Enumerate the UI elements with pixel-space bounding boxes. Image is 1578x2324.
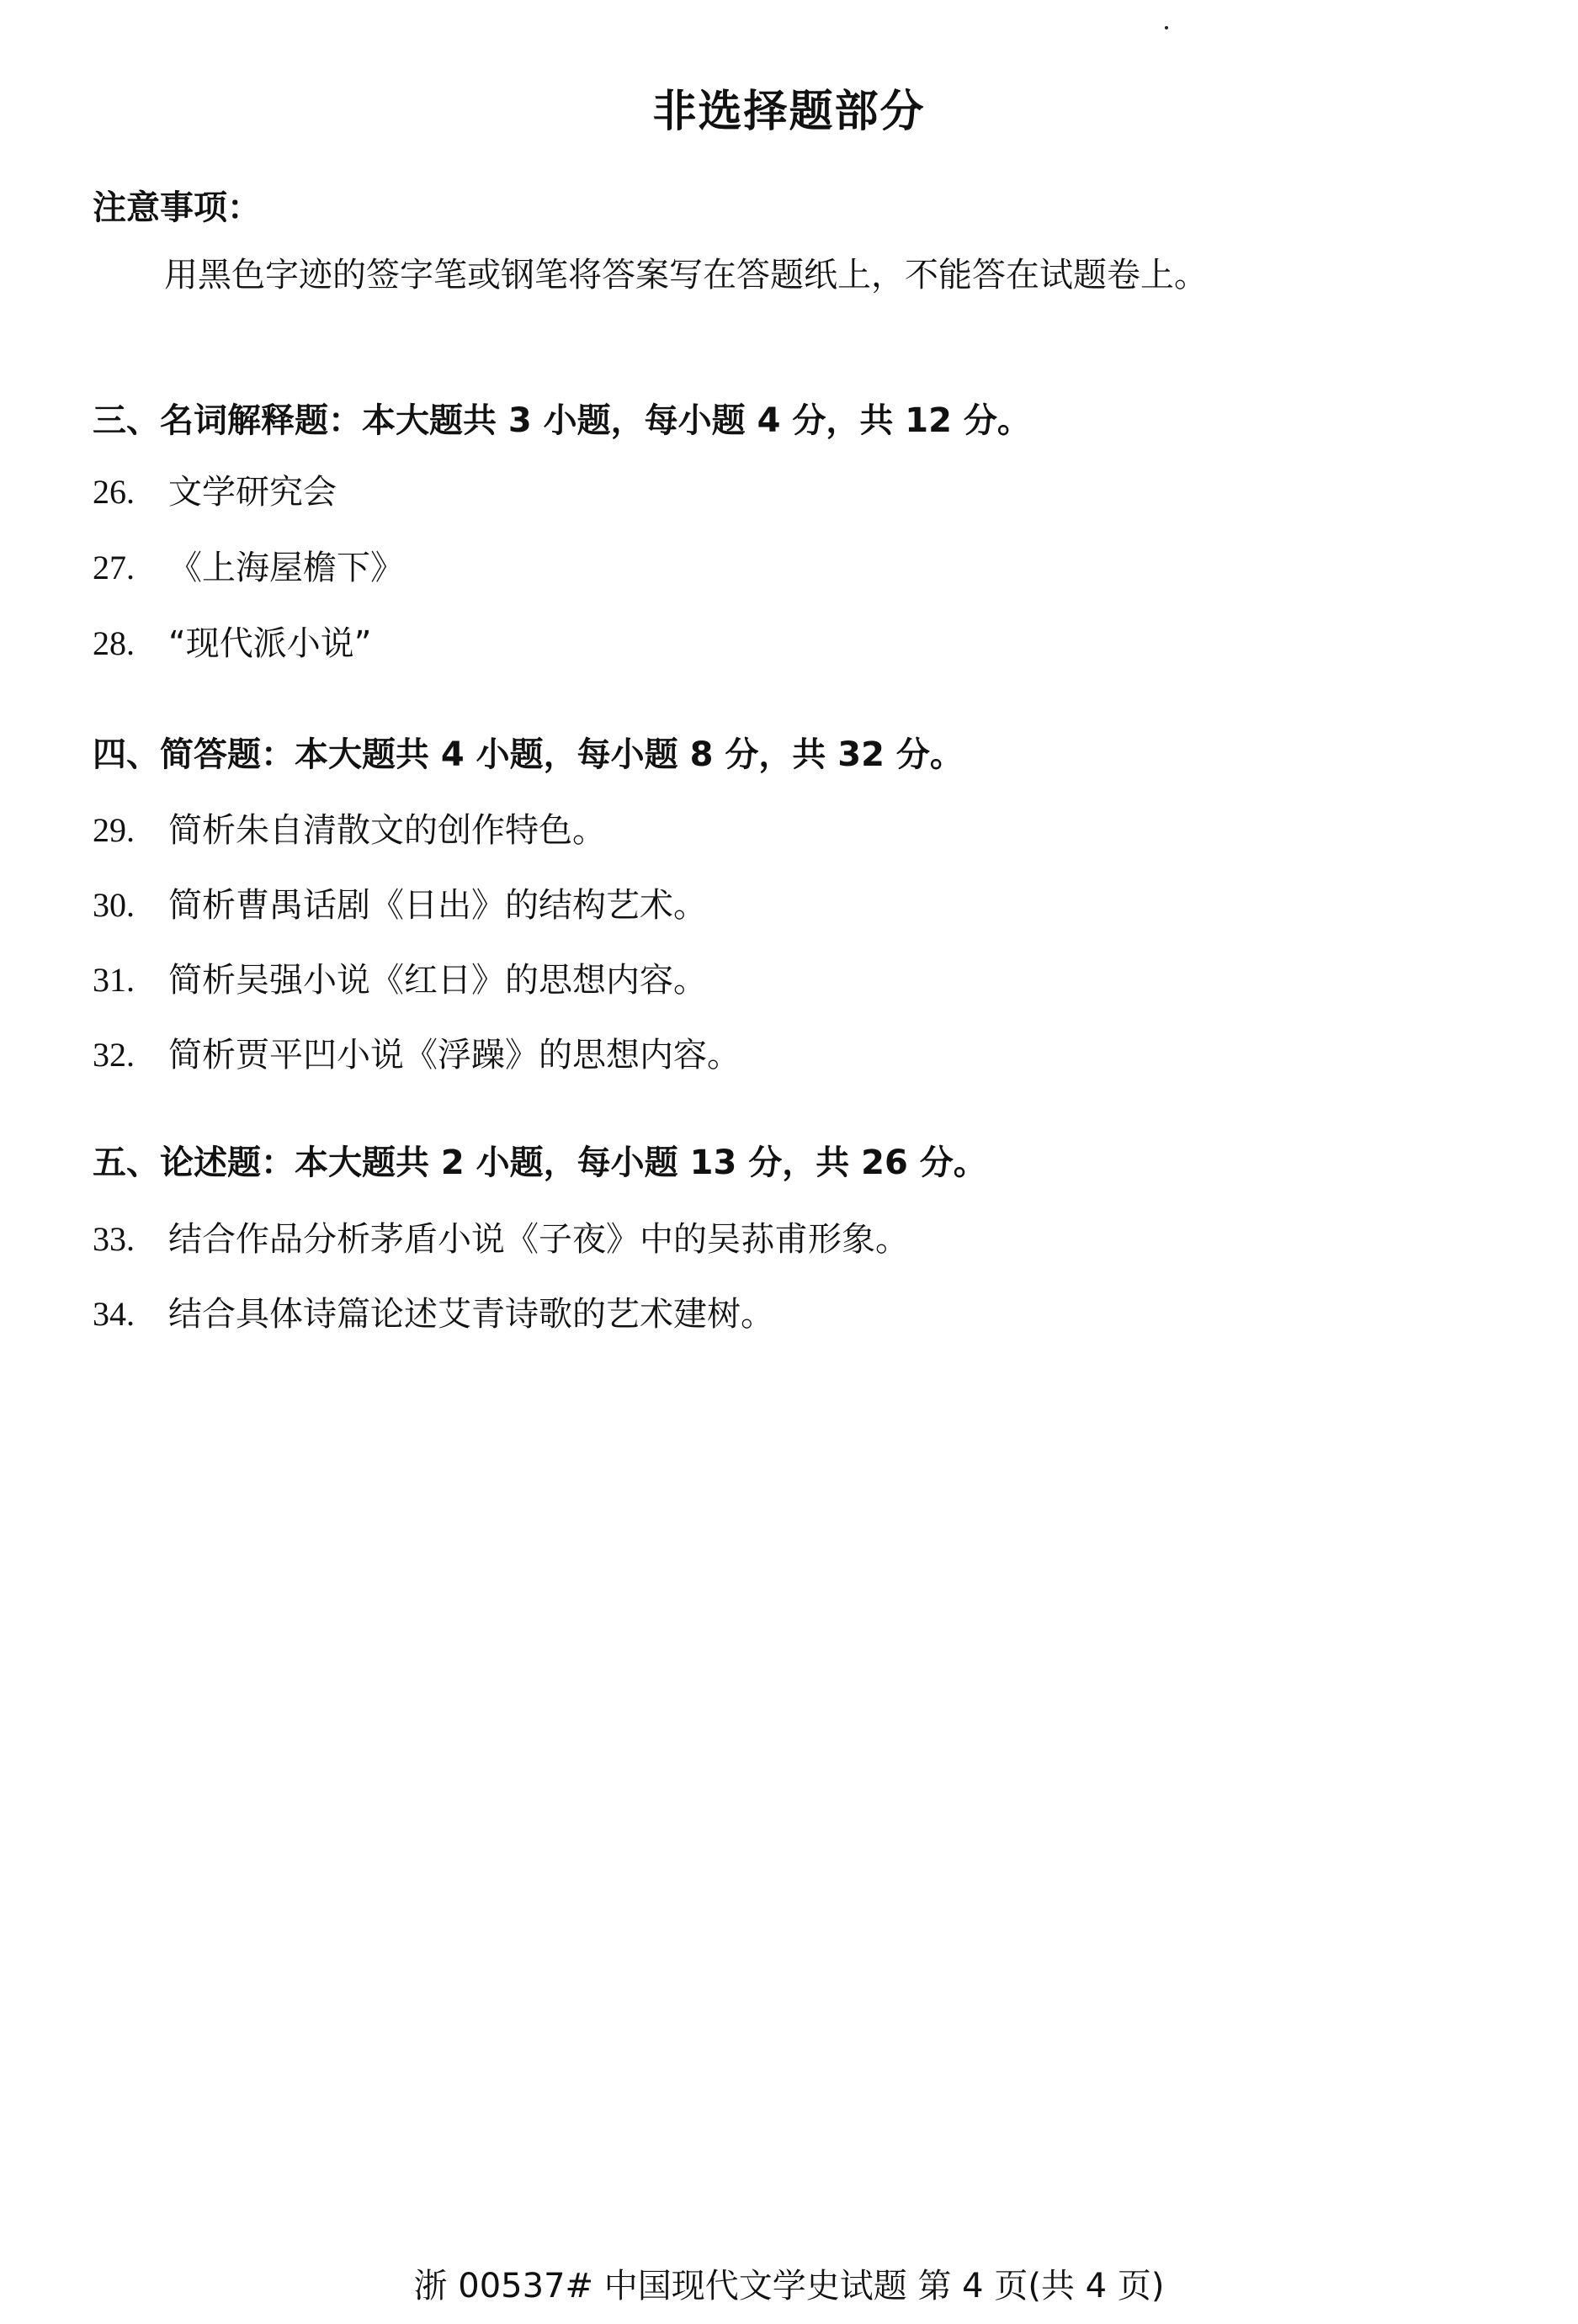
question-text: 简析曹禺话剧《日出》的结构艺术。	[168, 886, 707, 925]
question-text: 结合作品分析茅盾小说《子夜》中的吴荪甫形象。	[168, 1220, 909, 1259]
question-number: 29.	[93, 811, 135, 849]
question-number: 26.	[93, 473, 135, 511]
section-heading-3: 三、名词解释题：本大题共 3 小题，每小题 4 分，共 12 分。	[93, 401, 1031, 440]
section-heading-4: 四、简答题：本大题共 4 小题，每小题 8 分，共 32 分。	[93, 735, 964, 774]
question-number: 28.	[93, 624, 135, 662]
question-text: 《上海屋檐下》	[168, 549, 404, 587]
question-text: 简析吴强小说《红日》的思想内容。	[168, 961, 707, 1000]
question-29	[93, 804, 606, 852]
question-number: 30.	[93, 886, 135, 924]
question-number: 33.	[93, 1220, 135, 1258]
page-footer: 浙 00537# 中国现代文学史试题 第 4 页(共 4 页)	[413, 2267, 1165, 2305]
scan-speck	[1165, 26, 1168, 29]
question-text: “现代派小说”	[168, 624, 372, 663]
question-text: 简析朱自清散文的创作特色。	[168, 811, 606, 850]
question-text: 结合具体诗篇论述艾青诗歌的艺术建树。	[168, 1295, 774, 1334]
question-28	[93, 617, 371, 665]
question-text: 文学研究会	[168, 473, 337, 512]
page-title: 非选择题部分	[652, 87, 926, 137]
question-30	[93, 878, 707, 926]
question-number: 32.	[93, 1036, 135, 1074]
section-heading-5: 五、论述题：本大题共 2 小题，每小题 13 分，共 26 分。	[93, 1143, 987, 1182]
question-number: 27.	[93, 549, 135, 586]
question-26	[93, 465, 337, 513]
question-33	[93, 1212, 909, 1260]
question-32	[93, 1028, 741, 1076]
question-27	[93, 541, 404, 589]
notice-heading: 注意事项：	[93, 188, 261, 227]
question-number: 34.	[93, 1295, 135, 1333]
question-34	[93, 1287, 774, 1335]
question-31	[93, 953, 707, 1001]
notice-text: 用黑色字迹的签字笔或钢笔将答案写在答题纸上，不能答在试题卷上。	[164, 256, 1208, 294]
question-number: 31.	[93, 961, 135, 999]
question-text: 简析贾平凹小说《浮躁》的思想内容。	[168, 1036, 741, 1074]
